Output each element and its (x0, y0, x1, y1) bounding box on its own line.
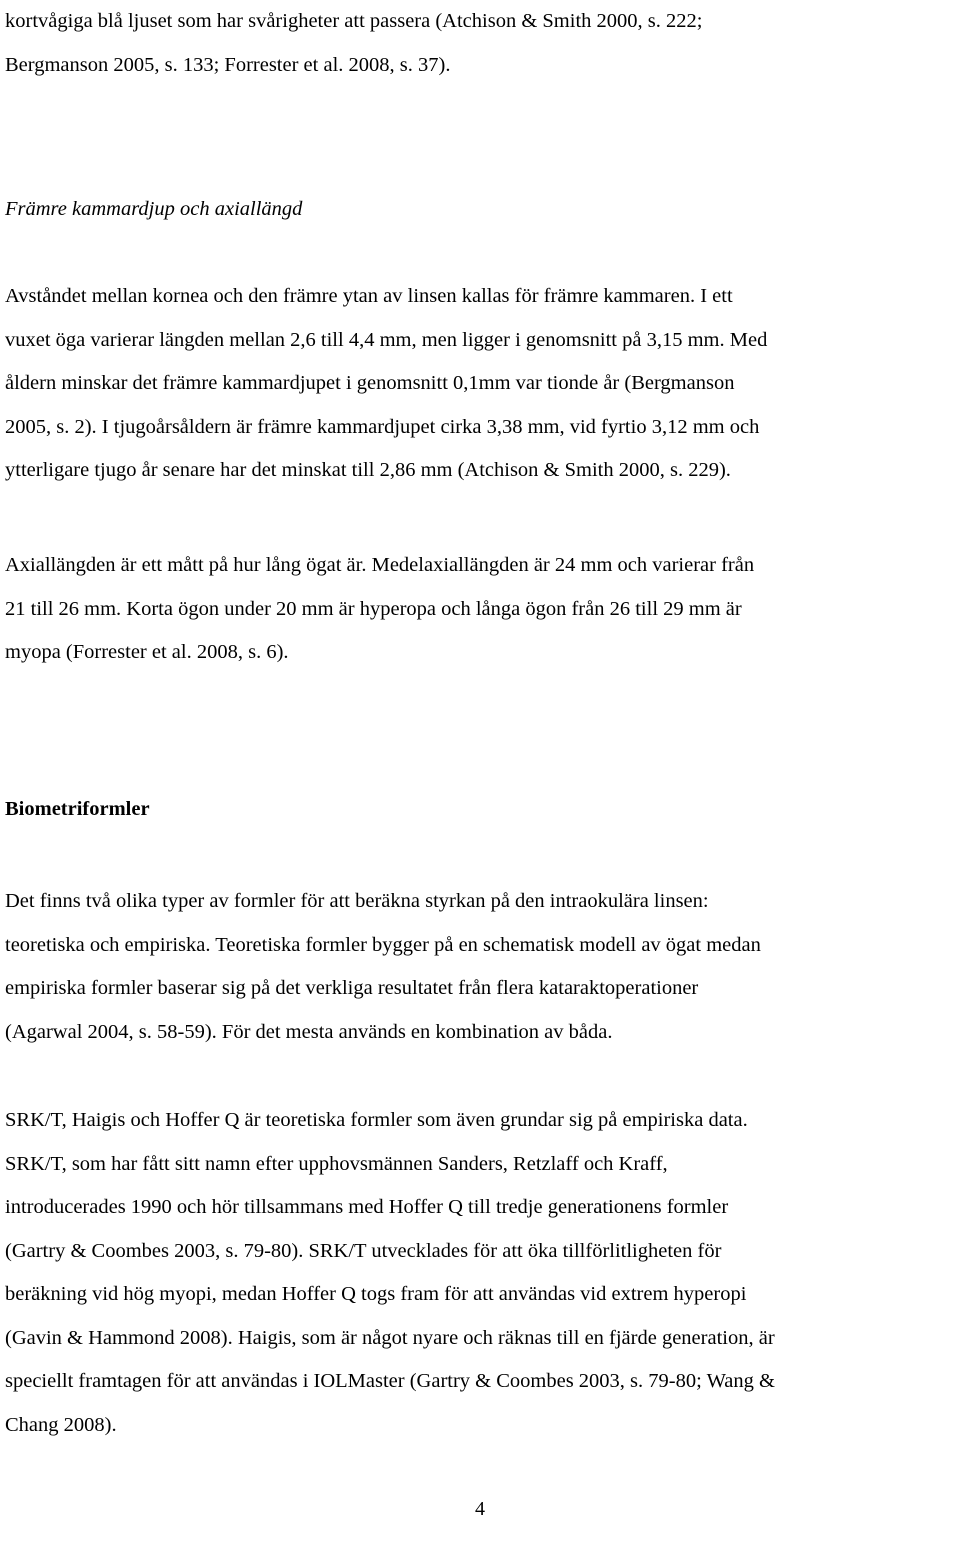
text-line: åldern minskar det främre kammardjupet i genomsnitt 0,1mm var tionde år (Bergmanson (5, 372, 735, 394)
text-line: myopa (Forrester et al. 2008, s. 6). (5, 641, 289, 663)
paragraph-srkt (5, 1099, 957, 1447)
page-number: 4 (475, 1498, 485, 1520)
text-line: Det finns två olika typer av formler för att beräkna styrkan på den intraokulära linsen: (5, 890, 709, 912)
text-line: ytterligare tjugo år senare har det minskat till 2,86 mm (Atchison & Smith 2000, s. 229). (5, 459, 731, 481)
text-line: teoretiska och empiriska. Teoretiska formler bygger på en schematisk modell av ögat medan (5, 933, 761, 956)
paragraph-formler-typer (5, 880, 957, 1054)
text-line: 2005, s. 2). I tjugoårsåldern är främre kammardjupet cirka 3,38 mm, vid fyrtio 3,12 mm och (5, 415, 760, 438)
text-line: (Agarwal 2004, s. 58-59). För det mesta används en kombination av båda. (5, 1020, 613, 1043)
text-line: SRK/T, som har fått sitt namn efter upphovsmännen Sanders, Retzlaff och Kraff, (5, 1152, 668, 1175)
text-line: kortvågiga blå ljuset som har svårigheter att passera (Atchison & Smith 2000, s. 222; (5, 10, 703, 32)
text-line: Axiallängden är ett mått på hur lång ögat är. Medelaxiallängden är 24 mm och varierar från (5, 554, 755, 576)
paragraph-kammardjup (5, 275, 957, 493)
text-line: (Gartry & Coombes 2003, s. 79-80). SRK/T utvecklades för att öka tillförlitligheten för (5, 1239, 722, 1262)
text-line: speciellt framtagen för att användas i IOLMaster (Gartry & Coombes 2003, s. 79-80; Wang & (5, 1370, 775, 1392)
text-line: (Gavin & Hammond 2008). Haigis, som är något nyare och räknas till en fjärde generation, är (5, 1326, 775, 1349)
section-heading-biometriformler: Biometriformler (5, 798, 150, 820)
section-heading-kammardjup: Främre kammardjup och axiallängd (5, 198, 303, 220)
text-line: SRK/T, Haigis och Hoffer Q är teoretiska formler som även grundar sig på empiriska data. (5, 1109, 748, 1131)
text-line: vuxet öga varierar längden mellan 2,6 till 4,4 mm, men ligger i genomsnitt på 3,15 mm. Med (5, 328, 768, 351)
text-line: Avståndet mellan kornea och den främre ytan av linsen kallas för främre kammaren. I ett (5, 285, 733, 307)
paragraph-axiallangd (5, 544, 957, 675)
paragraph-intro-continuation (5, 0, 957, 87)
text-line: Chang 2008). (5, 1413, 117, 1436)
text-line: beräkning vid hög myopi, medan Hoffer Q togs fram för att användas vid extrem hyperopi (5, 1283, 747, 1305)
text-line: 21 till 26 mm. Korta ögon under 20 mm är hyperopa och långa ögon från 26 till 29 mm är (5, 597, 742, 620)
text-line: introducerades 1990 och hör tillsammans med Hoffer Q till tredje generationens formler (5, 1196, 729, 1218)
text-line: Bergmanson 2005, s. 133; Forrester et al. 2008, s. 37). (5, 53, 451, 76)
text-line: empiriska formler baserar sig på det verkliga resultatet från flera kataraktoperationer (5, 977, 699, 999)
